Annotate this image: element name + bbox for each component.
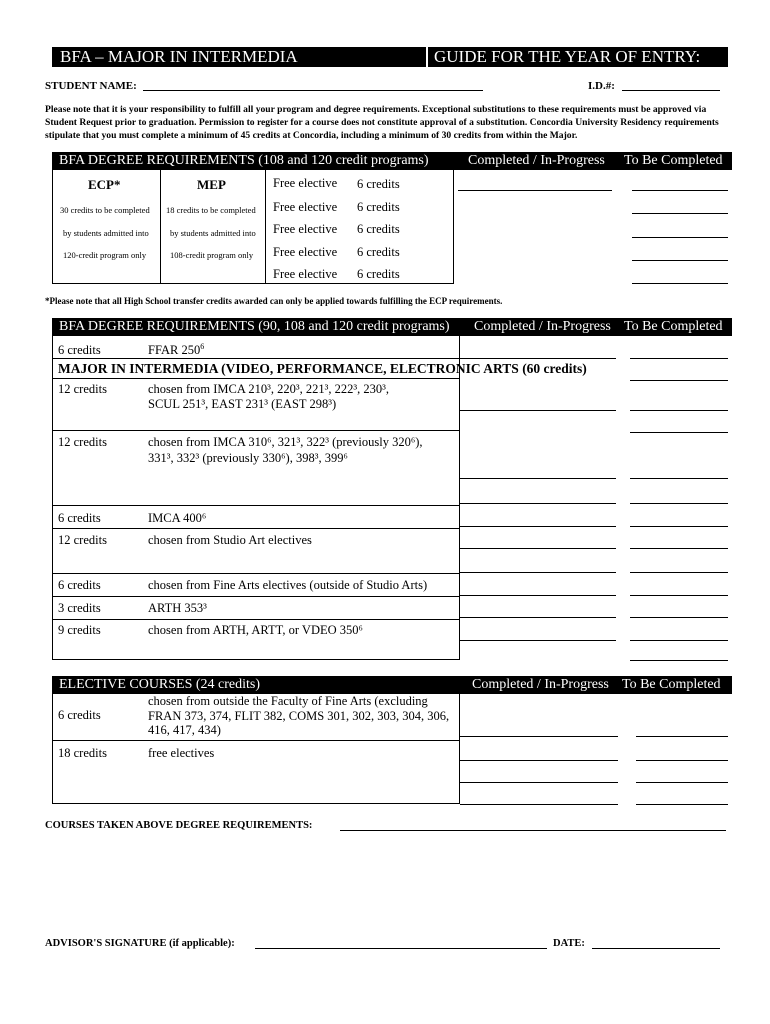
completed-field[interactable]: [460, 358, 616, 359]
to-be-field[interactable]: [632, 190, 728, 191]
section1-title: BFA DEGREE REQUIREMENTS (108 and 120 credit programs): [59, 153, 429, 168]
completed-field[interactable]: [460, 526, 616, 527]
row-credits: 9 credits: [58, 623, 101, 637]
row-course: chosen from outside the Faculty of Fine Arts (excluding: [148, 694, 428, 708]
to-be-field[interactable]: [630, 617, 728, 618]
courses-above-label: COURSES TAKEN ABOVE DEGREE REQUIREMENTS:: [45, 820, 313, 831]
to-be-field[interactable]: [630, 572, 728, 573]
ecp-note: *Please note that all High School transfer credits awarded can only be applied towards fulfilling the ECP requirements.: [45, 296, 503, 306]
row-credits: 3 credits: [58, 601, 101, 615]
to-be-field[interactable]: [630, 640, 728, 641]
completed-field[interactable]: [460, 503, 616, 504]
row-course: chosen from Fine Arts electives (outside of Studio Arts): [148, 578, 428, 592]
row-course: chosen from IMCA 210³, 220³, 221³, 222³, 230³,: [148, 382, 389, 396]
completed-field[interactable]: [460, 617, 616, 618]
row-course: chosen from Studio Art electives: [148, 533, 312, 547]
to-be-field[interactable]: [636, 804, 728, 805]
ecp-line: 120-credit program only: [63, 250, 147, 260]
completed-field[interactable]: [460, 410, 616, 411]
completed-field[interactable]: [460, 760, 618, 761]
row-course: 416, 417, 434): [148, 723, 221, 737]
row-credits: 12 credits: [58, 382, 107, 396]
courses-above-field[interactable]: [340, 830, 726, 831]
to-be-field[interactable]: [632, 260, 728, 261]
completed-field[interactable]: [460, 595, 616, 596]
row-credits: 12 credits: [58, 533, 107, 547]
row-credits: 6 credits: [58, 708, 101, 722]
row-course: FRAN 373, 374, FLIT 382, COMS 301, 302, 303, 304, 306,: [148, 709, 450, 723]
date-field[interactable]: [592, 948, 720, 949]
elective-credits: 6 credits: [357, 245, 400, 259]
id-label: I.D.#:: [588, 80, 615, 92]
date-label: DATE:: [553, 938, 585, 949]
section1-completed-heading: Completed / In-Progress: [468, 153, 605, 168]
section3-to-be-heading: To Be Completed: [622, 677, 721, 692]
program-title: BFA – MAJOR IN INTERMEDIA: [60, 47, 298, 66]
elective-credits: 6 credits: [357, 177, 400, 191]
elective-credits: 6 credits: [357, 222, 400, 236]
section2-title: BFA DEGREE REQUIREMENTS (90, 108 and 120 credit programs): [59, 319, 450, 334]
to-be-field[interactable]: [630, 432, 728, 433]
id-field[interactable]: [622, 90, 720, 91]
section1-header: [52, 152, 732, 170]
student-name-field[interactable]: [143, 90, 483, 91]
completed-field[interactable]: [460, 572, 616, 573]
advisor-signature-label: ADVISOR'S SIGNATURE (if applicable):: [45, 938, 235, 949]
row-course: free electives: [148, 746, 215, 760]
to-be-field[interactable]: [630, 380, 728, 381]
to-be-field[interactable]: [636, 736, 728, 737]
mep-line: 18 credits to be completed: [166, 205, 256, 215]
to-be-field[interactable]: [636, 782, 728, 783]
title-bar: [52, 47, 728, 86]
completed-field[interactable]: [460, 548, 616, 549]
advisor-signature-field[interactable]: [255, 948, 547, 949]
mep-heading: MEP: [197, 177, 226, 192]
row-course: SCUL 251³, EAST 231³ (EAST 298³): [148, 397, 337, 411]
to-be-field[interactable]: [630, 410, 728, 411]
completed-field[interactable]: [458, 190, 612, 191]
completed-field[interactable]: [460, 478, 616, 479]
section3-title: ELECTIVE COURSES (24 credits): [59, 677, 261, 692]
student-name-label: STUDENT NAME:: [45, 80, 137, 92]
ffar-credits: 6 credits: [58, 343, 101, 357]
row-credits: 6 credits: [58, 511, 101, 525]
completed-field[interactable]: [460, 804, 618, 805]
completed-field[interactable]: [460, 640, 616, 641]
row-course: IMCA 400⁶: [148, 511, 207, 525]
completed-field[interactable]: [460, 736, 618, 737]
row-credits: 12 credits: [58, 435, 107, 449]
elective-credits: 6 credits: [357, 200, 400, 214]
row-course: 331³, 332³ (previously 330⁶), 398³, 399⁶: [148, 451, 348, 465]
row-credits: 6 credits: [58, 578, 101, 592]
elective-name: Free elective: [273, 267, 338, 281]
ecp-heading: ECP*: [88, 177, 121, 192]
ffar-course: FFAR $250^6$: [148, 341, 205, 357]
to-be-field[interactable]: [632, 213, 728, 214]
mep-line: by students admitted into: [170, 228, 256, 238]
section2-completed-heading: Completed / In-Progress: [474, 319, 611, 334]
to-be-field[interactable]: [630, 660, 728, 661]
to-be-field[interactable]: [632, 283, 728, 284]
section1-to-be-heading: To Be Completed: [624, 153, 723, 168]
elective-name: Free elective: [273, 200, 338, 214]
elective-name: Free elective: [273, 222, 338, 236]
to-be-field[interactable]: [632, 237, 728, 238]
responsibility-notice: Please note that it is your responsibility to fulfill all your program and degree requirements. Exceptional substitutions to these requirements must be approved via Student Request prior to graduation. Permission to register for a course does not constitute approval of a substitution. Concordia University Residency requirements stipulate that you must complete a minimum of 45 credits at Concordia, including a minimum of 30 credits from within the Major.: [45, 104, 719, 141]
to-be-field[interactable]: [630, 595, 728, 596]
mep-line: 108-credit program only: [170, 250, 254, 260]
to-be-field[interactable]: [630, 358, 728, 359]
to-be-field[interactable]: [630, 526, 728, 527]
ecp-line: 30 credits to be completed: [60, 205, 150, 215]
ecp-line: by students admitted into: [63, 228, 149, 238]
section3-completed-heading: Completed / In-Progress: [472, 677, 609, 692]
elective-credits: 6 credits: [357, 267, 400, 281]
to-be-field[interactable]: [630, 503, 728, 504]
section2-to-be-heading: To Be Completed: [624, 319, 723, 334]
elective-name: Free elective: [273, 245, 338, 259]
row-course: chosen from ARTH, ARTT, or VDEO 350⁶: [148, 623, 363, 637]
major-title: MAJOR IN INTERMEDIA (VIDEO, PERFORMANCE, ELECTRONIC ARTS (60 credits): [58, 361, 587, 376]
to-be-field[interactable]: [636, 760, 728, 761]
row-credits: 18 credits: [58, 746, 107, 760]
year-of-entry-title: GUIDE FOR THE YEAR OF ENTRY: 2022: [426, 47, 728, 87]
elective-name: Free elective: [273, 176, 338, 190]
completed-field[interactable]: [460, 782, 618, 783]
section3-header: [52, 676, 732, 694]
row-course: ARTH 353³: [148, 601, 207, 615]
to-be-field[interactable]: [630, 548, 728, 549]
to-be-field[interactable]: [630, 478, 728, 479]
section2-header: [52, 318, 732, 336]
row-course: chosen from IMCA 310⁶, 321³, 322³ (previously 320⁶),: [148, 435, 423, 449]
